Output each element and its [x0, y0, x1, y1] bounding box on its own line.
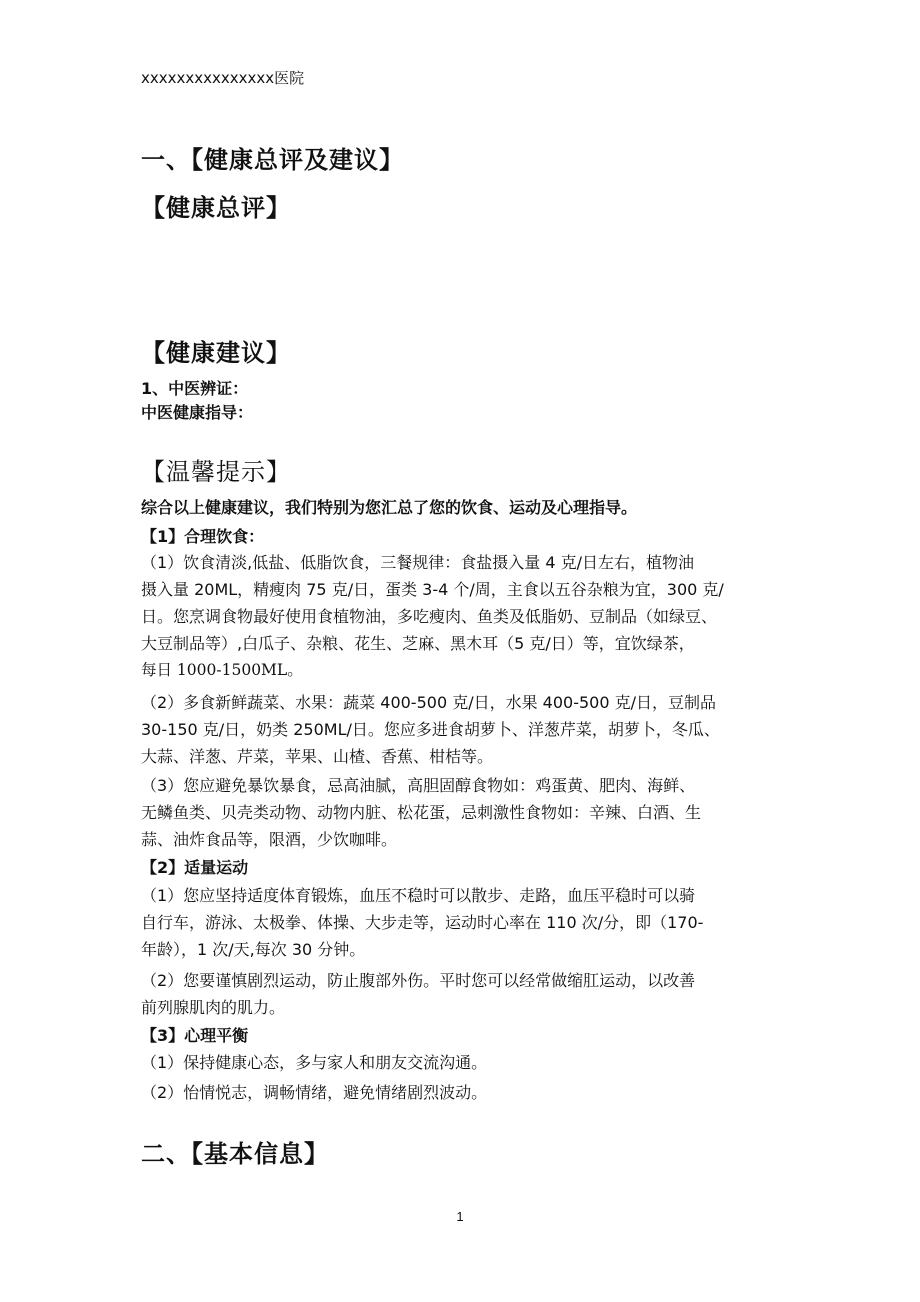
heading-warm-tips: 【温馨提示】	[141, 458, 291, 486]
diet-line: 摄入量 20ML，精瘦肉 75 克/日，蛋类 3-4 个/周，主食以五谷杂粮为宜，300 克/	[141, 580, 724, 599]
tips-intro: 综合以上健康建议，我们特别为您汇总了您的饮食、运动及心理指导。	[141, 498, 638, 517]
diet-line: 无鳞鱼类、贝壳类动物、动物内脏、松花蛋，忌刺激性食物如：辛辣、白酒、生	[141, 803, 702, 822]
diet-line: 大豆制品等）,白瓜子、杂粮、花生、芝麻、黑木耳（5 克/日）等，宜饮绿茶，	[141, 634, 695, 653]
exercise-section-title: 【2】适量运动	[141, 858, 249, 877]
exercise-line: 年龄），1 次/天,每次 30 分钟。	[141, 940, 366, 959]
mental-line: （2）怡情悦志，调畅情绪，避免情绪剧烈波动。	[141, 1083, 488, 1102]
diet-line: 每日 1000-1500ML。	[141, 661, 303, 679]
section-title-health-summary-advice: 一、【健康总评及建议】	[141, 146, 404, 174]
heading-health-overview: 【健康总评】	[141, 194, 291, 222]
tcm-guidance-label: 中医健康指导：	[141, 403, 254, 422]
exercise-line: （2）您要谨慎剧烈运动，防止腹部外伤。平时您可以经常做缩肛运动，以改善	[141, 971, 696, 990]
exercise-line: 前列腺肌肉的肌力。	[141, 998, 286, 1017]
diet-line: 日。您烹调食物最好使用食植物油，多吃瘦肉、鱼类及低脂奶、豆制品（如绿豆、	[141, 607, 718, 626]
section-title-basic-info: 二、【基本信息】	[141, 1140, 329, 1168]
exercise-line: 自行车，游泳、太极拳、体操、大步走等，运动时心率在 110 次/分，即（170-	[141, 913, 704, 932]
mental-line: （1）保持健康心态，多与家人和朋友交流沟通。	[141, 1053, 488, 1072]
hospital-name: xxxxxxxxxxxxxxx医院	[141, 69, 305, 87]
diet-section-title: 【1】合理饮食：	[141, 527, 265, 546]
heading-health-advice: 【健康建议】	[141, 339, 291, 367]
tcm-diagnosis-label: 1、中医辨证：	[141, 379, 249, 398]
page-number: 1	[456, 1209, 464, 1224]
diet-line: （1）饮食清淡,低盐、低脂饮食，三餐规律：食盐摄入量 4 克/日左右，植物油	[141, 553, 695, 572]
diet-line: 大蒜、洋葱、芹菜，苹果、山楂、香蕉、柑桔等。	[141, 747, 494, 766]
diet-line: 30-150 克/日，奶类 250ML/日。您应多进食胡萝卜、洋葱芹菜，胡萝卜，冬瓜、	[141, 720, 720, 739]
diet-line: 蒜、油炸食品等，限酒，少饮咖啡。	[141, 830, 398, 849]
exercise-line: （1）您应坚持适度体育锻炼，血压不稳时可以散步、走路，血压平稳时可以骑	[141, 886, 696, 905]
diet-line: （3）您应避免暴饮暴食，忌高油腻，高胆固醇食物如：鸡蛋黄、肥肉、海鲜、	[141, 776, 696, 795]
diet-line: （2）多食新鲜蔬菜、水果：蔬菜 400-500 克/日，水果 400-500 克/日，豆制品	[141, 693, 717, 712]
mental-section-title: 【3】心理平衡	[141, 1026, 249, 1045]
